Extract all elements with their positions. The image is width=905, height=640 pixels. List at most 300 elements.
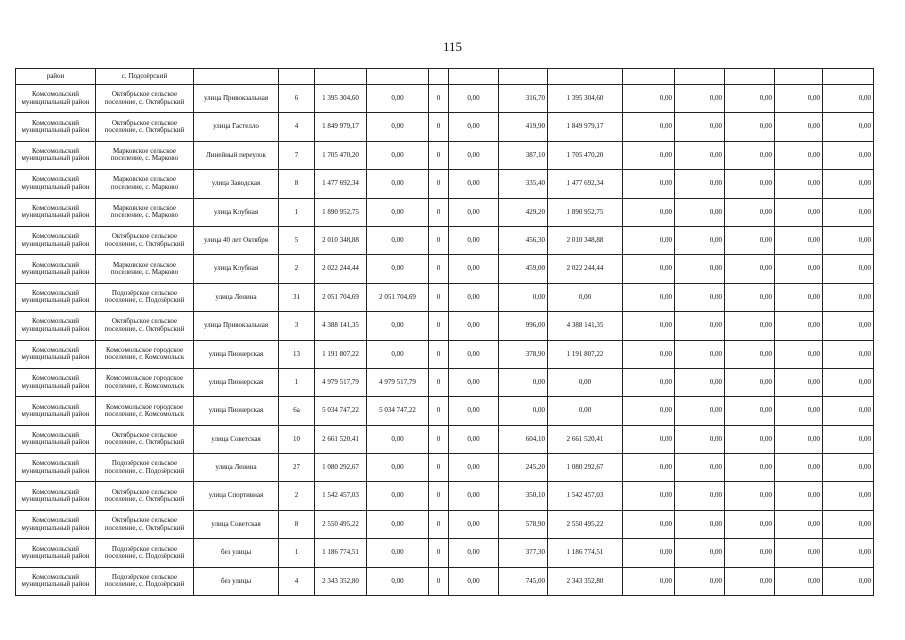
total-cost-cell: 2 022 244,44 (315, 255, 367, 283)
empty-cell (367, 69, 429, 85)
value-cell: 0,00 (623, 283, 675, 311)
value-cell: 0,00 (623, 368, 675, 396)
value-cell: 0,00 (675, 368, 725, 396)
table-row (16, 141, 874, 169)
area-cell: 996,00 (499, 312, 548, 340)
value-cell: 0,00 (367, 113, 429, 141)
value-cell: 0,00 (725, 113, 775, 141)
house-number-cell: 4 (279, 113, 315, 141)
house-number-cell: 6а (279, 397, 315, 425)
count-cell: 0 (429, 141, 449, 169)
value-cell: 0,00 (725, 340, 775, 368)
value-cell: 0,00 (775, 510, 823, 538)
value-cell: 0,00 (367, 482, 429, 510)
count-cell: 0 (429, 539, 449, 567)
value-cell: 0,00 (775, 368, 823, 396)
value-cell: 0,00 (367, 312, 429, 340)
value-cell: 0,00 (367, 510, 429, 538)
value-cell: 0,00 (775, 567, 823, 595)
value-cell: 0,00 (823, 283, 874, 311)
value-cell: 0,00 (623, 425, 675, 453)
value-cell: 0,00 (725, 170, 775, 198)
value-cell: 0,00 (449, 340, 499, 368)
district-cell: Комсомольский муниципальный район (16, 226, 96, 254)
value-cell: 0,00 (823, 454, 874, 482)
table-row (16, 255, 874, 283)
street-cell: улица Клубная (194, 198, 279, 226)
value-cell: 0,00 (449, 539, 499, 567)
table-row (16, 368, 874, 396)
settlement-cell: Подозёрское сельское поселение, с. Подозёрский (96, 539, 194, 567)
value-cell: 0,00 (725, 226, 775, 254)
count-cell: 0 (429, 482, 449, 510)
value-cell: 0,00 (675, 567, 725, 595)
district-cell: Комсомольский муниципальный район (16, 85, 96, 113)
district-cell: Комсомольский муниципальный район (16, 510, 96, 538)
empty-cell (725, 69, 775, 85)
value-cell: 0,00 (675, 283, 725, 311)
value-cell: 0,00 (367, 198, 429, 226)
house-number-cell: 10 (279, 425, 315, 453)
street-cell: улица Советская (194, 425, 279, 453)
amount-cell: 1 542 457,03 (548, 482, 623, 510)
house-number-cell: 1 (279, 368, 315, 396)
count-cell: 0 (429, 226, 449, 254)
table-row (16, 226, 874, 254)
count-cell: 0 (429, 198, 449, 226)
value-cell: 0,00 (449, 198, 499, 226)
settlement-cell: Комсомольское городское поселение, г. Комсомольск (96, 340, 194, 368)
value-cell: 0,00 (449, 425, 499, 453)
value-cell: 0,00 (823, 113, 874, 141)
house-number-cell: 3 (279, 312, 315, 340)
value-cell: 0,00 (367, 255, 429, 283)
value-cell: 0,00 (725, 539, 775, 567)
table-row (16, 113, 874, 141)
total-cost-cell: 1 080 292,67 (315, 454, 367, 482)
value-cell: 0,00 (675, 510, 725, 538)
value-cell: 0,00 (725, 255, 775, 283)
value-cell: 0,00 (449, 255, 499, 283)
value-cell: 0,00 (675, 198, 725, 226)
value-cell: 0,00 (449, 368, 499, 396)
value-cell: 0,00 (449, 312, 499, 340)
table-row (16, 170, 874, 198)
value-cell: 0,00 (449, 113, 499, 141)
total-cost-cell: 4 388 141,35 (315, 312, 367, 340)
street-cell: улица Привокзальная (194, 85, 279, 113)
table-row (16, 283, 874, 311)
count-cell: 0 (429, 397, 449, 425)
value-cell: 0,00 (725, 312, 775, 340)
value-cell: 0,00 (823, 198, 874, 226)
value-cell: 0,00 (367, 141, 429, 169)
value-cell: 0,00 (623, 482, 675, 510)
value-cell: 0,00 (623, 226, 675, 254)
total-cost-cell: 4 979 517,79 (315, 368, 367, 396)
area-cell: 419,90 (499, 113, 548, 141)
value-cell: 0,00 (623, 85, 675, 113)
house-number-cell: 8 (279, 510, 315, 538)
value-cell: 0,00 (823, 312, 874, 340)
value-cell: 0,00 (449, 454, 499, 482)
total-cost-cell: 1 191 807,22 (315, 340, 367, 368)
empty-cell (429, 69, 449, 85)
value-cell: 0,00 (823, 141, 874, 169)
value-cell: 0,00 (449, 226, 499, 254)
total-cost-cell: 1 477 692,34 (315, 170, 367, 198)
value-cell: 0,00 (823, 85, 874, 113)
count-cell: 0 (429, 368, 449, 396)
house-number-cell: 6 (279, 85, 315, 113)
street-cell: без улицы (194, 567, 279, 595)
value-cell: 0,00 (775, 170, 823, 198)
district-cell: Комсомольский муниципальный район (16, 567, 96, 595)
area-cell: 578,90 (499, 510, 548, 538)
value-cell: 0,00 (823, 539, 874, 567)
district-cell: Комсомольский муниципальный район (16, 312, 96, 340)
empty-cell (623, 69, 675, 85)
total-cost-cell: 5 034 747,22 (315, 397, 367, 425)
table-row (16, 567, 874, 595)
value-cell: 0,00 (367, 170, 429, 198)
value-cell: 0,00 (675, 170, 725, 198)
district-cell: Комсомольский муниципальный район (16, 198, 96, 226)
house-number-cell: 8 (279, 170, 315, 198)
district-cell: Комсомольский муниципальный район (16, 340, 96, 368)
value-cell: 0,00 (775, 198, 823, 226)
house-number-cell: 13 (279, 340, 315, 368)
settlement-cell: Комсомольское городское поселение, г. Комсомольск (96, 368, 194, 396)
value-cell: 0,00 (623, 340, 675, 368)
value-cell: 4 979 517,79 (367, 368, 429, 396)
house-number-cell: 2 (279, 482, 315, 510)
page-number: 115 (442, 39, 463, 54)
amount-cell: 2 550 495,22 (548, 510, 623, 538)
empty-cell (449, 69, 499, 85)
count-cell: 0 (429, 567, 449, 595)
street-cell: улица Клубная (194, 255, 279, 283)
total-cost-cell: 2 010 348,88 (315, 226, 367, 254)
value-cell: 0,00 (675, 113, 725, 141)
amount-cell: 2 343 352,80 (548, 567, 623, 595)
house-number-cell: 27 (279, 454, 315, 482)
amount-cell: 0,00 (548, 397, 623, 425)
amount-cell: 2 022 244,44 (548, 255, 623, 283)
value-cell: 0,00 (725, 368, 775, 396)
amount-cell: 1 705 470,20 (548, 141, 623, 169)
value-cell: 0,00 (725, 454, 775, 482)
settlement-cell: Подозёрское сельское поселение, с. Подозёрский (96, 454, 194, 482)
value-cell: 0,00 (449, 170, 499, 198)
amount-cell: 4 388 141,35 (548, 312, 623, 340)
table-row (16, 312, 874, 340)
house-number-cell: 1 (279, 198, 315, 226)
total-cost-cell: 2 550 495,22 (315, 510, 367, 538)
amount-cell: 0,00 (548, 368, 623, 396)
street-cell: улица Пионерская (194, 368, 279, 396)
count-cell: 0 (429, 255, 449, 283)
street-cell: улица Ленина (194, 283, 279, 311)
count-cell: 0 (429, 113, 449, 141)
value-cell: 0,00 (623, 510, 675, 538)
empty-cell (279, 69, 315, 85)
value-cell: 0,00 (623, 113, 675, 141)
settlement-cell: Октябрьское сельское поселение, с. Октябрьский (96, 226, 194, 254)
value-cell: 0,00 (623, 397, 675, 425)
count-cell: 0 (429, 85, 449, 113)
settlement-cell: Октябрьское сельское поселение, с. Октябрьский (96, 113, 194, 141)
value-cell: 0,00 (775, 85, 823, 113)
total-cost-cell: 1 395 304,60 (315, 85, 367, 113)
table-row (16, 85, 874, 113)
count-cell: 0 (429, 283, 449, 311)
value-cell: 0,00 (449, 397, 499, 425)
street-cell: улица Пионерская (194, 397, 279, 425)
empty-cell (775, 69, 823, 85)
amount-cell: 1 477 692,34 (548, 170, 623, 198)
continued-row (16, 69, 874, 85)
value-cell: 0,00 (725, 482, 775, 510)
amount-cell: 1 849 979,17 (548, 113, 623, 141)
district-cell: Комсомольский муниципальный район (16, 113, 96, 141)
house-number-cell: 31 (279, 283, 315, 311)
value-cell: 0,00 (367, 85, 429, 113)
value-cell: 0,00 (623, 255, 675, 283)
count-cell: 0 (429, 312, 449, 340)
value-cell: 0,00 (675, 141, 725, 169)
value-cell: 0,00 (775, 141, 823, 169)
value-cell: 0,00 (823, 482, 874, 510)
value-cell: 0,00 (725, 283, 775, 311)
value-cell: 0,00 (775, 113, 823, 141)
value-cell: 0,00 (775, 312, 823, 340)
value-cell: 0,00 (623, 567, 675, 595)
value-cell: 2 051 704,69 (367, 283, 429, 311)
value-cell: 0,00 (367, 539, 429, 567)
value-cell: 0,00 (775, 226, 823, 254)
district-cell: Комсомольский муниципальный район (16, 255, 96, 283)
settlement-cell: Марковское сельское поселение, с. Марково (96, 255, 194, 283)
amount-cell: 1 395 304,60 (548, 85, 623, 113)
district-cell: Комсомольский муниципальный район (16, 283, 96, 311)
value-cell: 0,00 (675, 397, 725, 425)
street-cell: улица Заводская (194, 170, 279, 198)
district-cell: Комсомольский муниципальный район (16, 170, 96, 198)
street-cell: улица Спортивная (194, 482, 279, 510)
value-cell: 0,00 (823, 170, 874, 198)
value-cell: 0,00 (449, 510, 499, 538)
district-cell: Комсомольский муниципальный район (16, 454, 96, 482)
value-cell: 0,00 (623, 198, 675, 226)
street-cell: без улицы (194, 539, 279, 567)
settlement-cell: Марковское сельское поселение, с. Марково (96, 198, 194, 226)
table-row (16, 425, 874, 453)
settlement-cell: Марковское сельское поселение, с. Марково (96, 170, 194, 198)
value-cell: 0,00 (775, 283, 823, 311)
amount-cell: 1 191 807,22 (548, 340, 623, 368)
table-row (16, 539, 874, 567)
area-cell: 245,20 (499, 454, 548, 482)
value-cell: 0,00 (775, 482, 823, 510)
settlement-cell: Октябрьское сельское поселение, с. Октябрьский (96, 510, 194, 538)
table-row (16, 510, 874, 538)
street-cell: улица Пионерская (194, 340, 279, 368)
total-cost-cell: 1 542 457,03 (315, 482, 367, 510)
value-cell: 0,00 (823, 255, 874, 283)
value-cell: 0,00 (775, 397, 823, 425)
table-row (16, 482, 874, 510)
house-number-cell: 5 (279, 226, 315, 254)
value-cell: 0,00 (367, 340, 429, 368)
count-cell: 0 (429, 170, 449, 198)
value-cell: 0,00 (367, 226, 429, 254)
value-cell: 0,00 (449, 283, 499, 311)
area-cell: 745,00 (499, 567, 548, 595)
settlement-cell: Подозёрское сельское поселение, с. Подозёрский (96, 567, 194, 595)
street-cell: улица Гастелло (194, 113, 279, 141)
value-cell: 0,00 (623, 170, 675, 198)
settlement-cell: Октябрьское сельское поселение, с. Октябрьский (96, 425, 194, 453)
value-cell: 0,00 (367, 567, 429, 595)
value-cell: 0,00 (775, 454, 823, 482)
total-cost-cell: 2 343 352,80 (315, 567, 367, 595)
value-cell: 0,00 (449, 482, 499, 510)
settlement-cell: Подозёрское сельское поселение, с. Подозёрский (96, 283, 194, 311)
total-cost-cell: 1 186 774,51 (315, 539, 367, 567)
total-cost-cell: 1 890 952,75 (315, 198, 367, 226)
amount-cell: 2 010 348,88 (548, 226, 623, 254)
area-cell: 459,00 (499, 255, 548, 283)
value-cell: 0,00 (823, 340, 874, 368)
area-cell: 335,40 (499, 170, 548, 198)
value-cell: 0,00 (675, 454, 725, 482)
settlement-cell: с. Подозёрский (96, 69, 194, 85)
count-cell: 0 (429, 425, 449, 453)
district-cell: Комсомольский муниципальный район (16, 368, 96, 396)
total-cost-cell: 1 849 979,17 (315, 113, 367, 141)
amount-cell: 1 186 774,51 (548, 539, 623, 567)
settlement-cell: Октябрьское сельское поселение, с. Октябрьский (96, 85, 194, 113)
district-cell: Комсомольский муниципальный район (16, 397, 96, 425)
district-cell: Комсомольский муниципальный район (16, 425, 96, 453)
settlement-cell: Комсомольское городское поселение, г. Комсомольск (96, 397, 194, 425)
value-cell: 0,00 (725, 567, 775, 595)
value-cell: 0,00 (623, 312, 675, 340)
value-cell: 0,00 (675, 340, 725, 368)
area-cell: 0,00 (499, 283, 548, 311)
amount-cell: 2 661 520,41 (548, 425, 623, 453)
value-cell: 0,00 (775, 425, 823, 453)
district-cell: Комсомольский муниципальный район (16, 539, 96, 567)
table-row (16, 397, 874, 425)
house-number-cell: 4 (279, 567, 315, 595)
area-cell: 350,10 (499, 482, 548, 510)
value-cell: 0,00 (449, 141, 499, 169)
value-cell: 0,00 (675, 482, 725, 510)
table-row (16, 454, 874, 482)
empty-cell (499, 69, 548, 85)
value-cell: 0,00 (823, 368, 874, 396)
area-cell: 377,30 (499, 539, 548, 567)
total-cost-cell: 2 661 520,41 (315, 425, 367, 453)
empty-cell (675, 69, 725, 85)
value-cell: 0,00 (823, 567, 874, 595)
empty-cell (194, 69, 279, 85)
value-cell: 0,00 (449, 567, 499, 595)
value-cell: 0,00 (725, 425, 775, 453)
total-cost-cell: 2 051 704,69 (315, 283, 367, 311)
value-cell: 0,00 (675, 539, 725, 567)
housing-table (15, 68, 874, 596)
total-cost-cell: 1 705 470,20 (315, 141, 367, 169)
value-cell: 0,00 (823, 397, 874, 425)
value-cell: 0,00 (775, 340, 823, 368)
district-cell: Комсомольский муниципальный район (16, 141, 96, 169)
value-cell: 0,00 (675, 312, 725, 340)
table-row (16, 198, 874, 226)
value-cell: 0,00 (823, 425, 874, 453)
district-cell: Комсомольский муниципальный район (16, 482, 96, 510)
area-cell: 456,30 (499, 226, 548, 254)
value-cell: 0,00 (823, 226, 874, 254)
area-cell: 429,20 (499, 198, 548, 226)
empty-cell (315, 69, 367, 85)
amount-cell: 1 080 292,67 (548, 454, 623, 482)
value-cell: 0,00 (449, 85, 499, 113)
area-cell: 316,70 (499, 85, 548, 113)
amount-cell: 0,00 (548, 283, 623, 311)
value-cell: 0,00 (623, 539, 675, 567)
value-cell: 0,00 (675, 226, 725, 254)
amount-cell: 1 890 952,75 (548, 198, 623, 226)
street-cell: улица Привокзальная (194, 312, 279, 340)
value-cell: 0,00 (675, 255, 725, 283)
value-cell: 0,00 (725, 141, 775, 169)
house-number-cell: 2 (279, 255, 315, 283)
area-cell: 387,10 (499, 141, 548, 169)
table-row (16, 340, 874, 368)
street-cell: улица Ленина (194, 454, 279, 482)
value-cell: 0,00 (725, 198, 775, 226)
value-cell: 0,00 (675, 425, 725, 453)
value-cell: 0,00 (775, 255, 823, 283)
value-cell: 0,00 (675, 85, 725, 113)
empty-cell (548, 69, 623, 85)
area-cell: 0,00 (499, 368, 548, 396)
area-cell: 0,00 (499, 397, 548, 425)
value-cell: 0,00 (623, 141, 675, 169)
area-cell: 604,10 (499, 425, 548, 453)
settlement-cell: Октябрьское сельское поселение, с. Октябрьский (96, 482, 194, 510)
value-cell: 0,00 (367, 454, 429, 482)
count-cell: 0 (429, 510, 449, 538)
street-cell: улица 40 лет Октября (194, 226, 279, 254)
district-cell: район (16, 69, 96, 85)
settlement-cell: Марковское сельское поселение, с. Марково (96, 141, 194, 169)
value-cell: 0,00 (823, 510, 874, 538)
value-cell: 0,00 (775, 539, 823, 567)
house-number-cell: 1 (279, 539, 315, 567)
area-cell: 378,90 (499, 340, 548, 368)
value-cell: 0,00 (725, 510, 775, 538)
count-cell: 0 (429, 454, 449, 482)
value-cell: 5 034 747,22 (367, 397, 429, 425)
empty-cell (823, 69, 874, 85)
street-cell: улица Советская (194, 510, 279, 538)
value-cell: 0,00 (725, 397, 775, 425)
street-cell: Линейный переулок (194, 141, 279, 169)
